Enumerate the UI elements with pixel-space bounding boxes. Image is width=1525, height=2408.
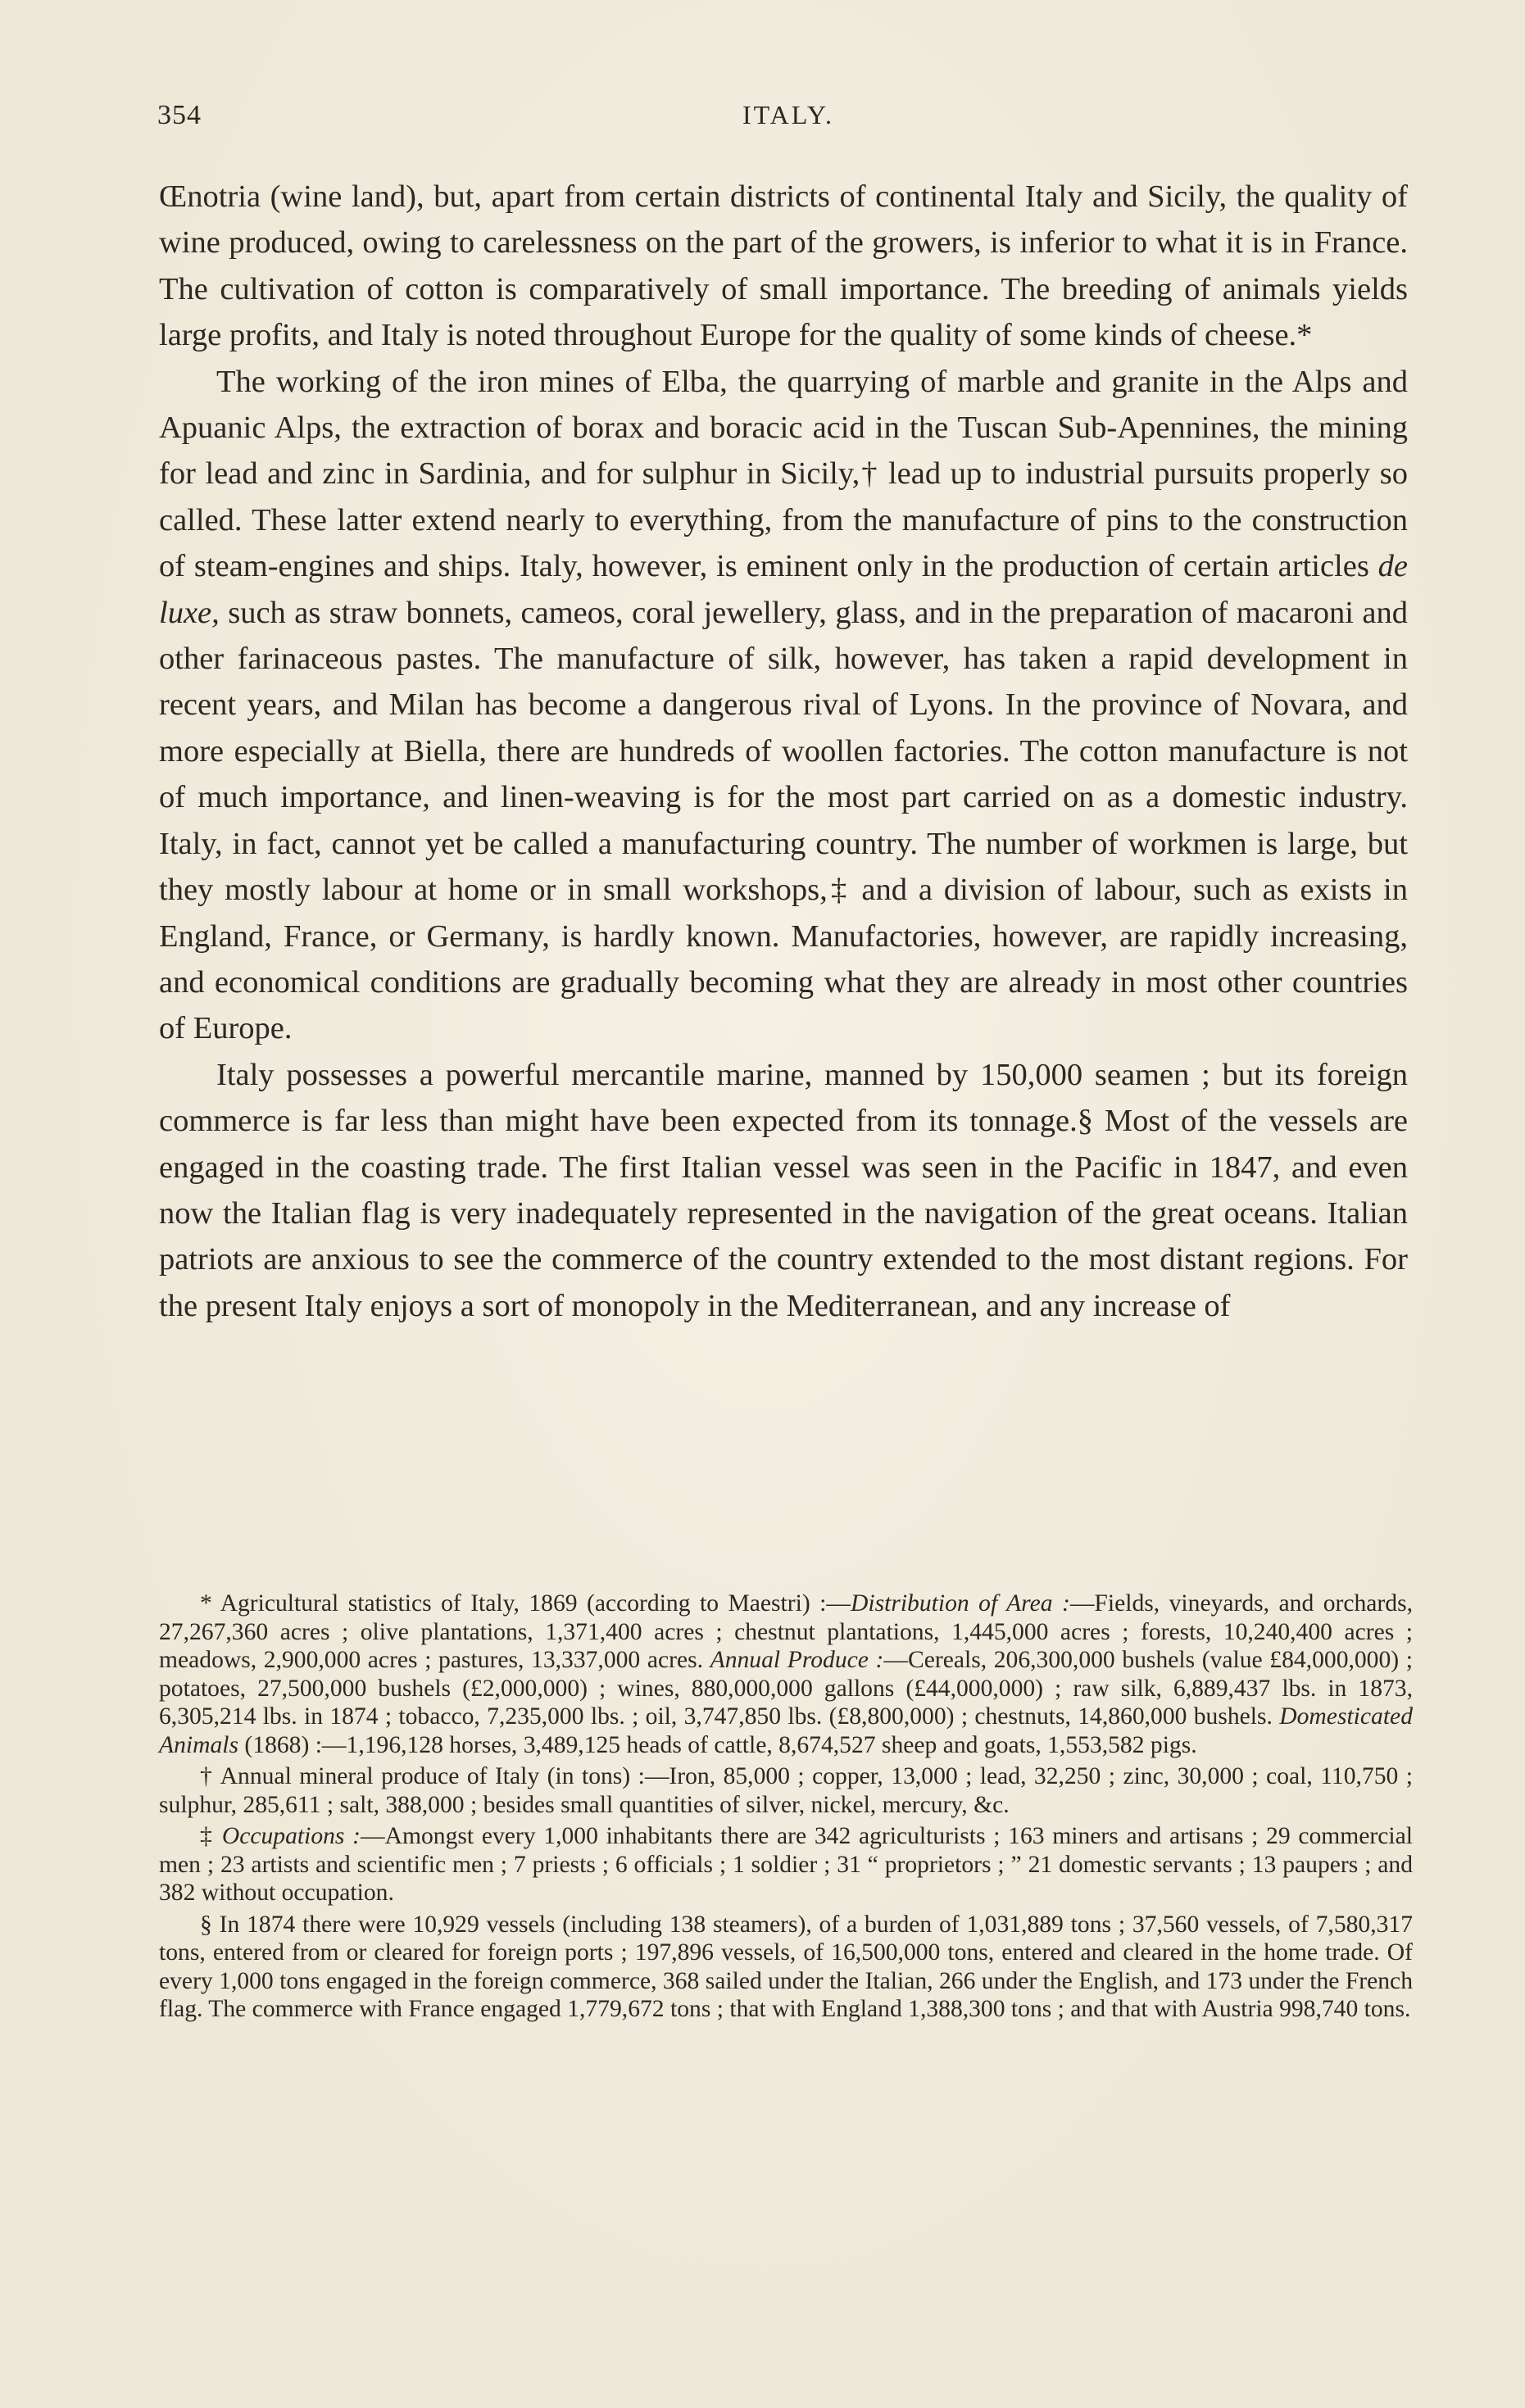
footnote-1-text-d: (1868) :—1,196,128 horses, 3,489,125 heads of cattle, 8,674,527 sheep and goats, 1,553,582 pigs.: [238, 1731, 1197, 1758]
footnote-1-text-b: —Fields, vineyards, and orchards, 27,267,360 acres ; olive plantations, 1,371,400 acres ; chestnut plantations, 1,445,000 acres ; forests, 10,240,400 acres ; meadows, 2,900,000 acres ; pastures, 13,337,000 acres.: [159, 1590, 1413, 1673]
paragraph-2: [159, 359, 1408, 1052]
footnote-1-text-c: —Cereals, 206,300,000 bushels (value £84,000,000) ; potatoes, 27,500,000 bushels (£2,000,000) ; wines, 880,000,000 gallons (£44,000,000) ; raw silk, 6,889,437 lbs. in 1873, 6,305,214 lbs. in 1874 ; tobacco, 7,235,000 lbs. ; oil, 3,747,850 lbs. (£8,800,000) ; chestnuts, 14,860,000 bushels.: [159, 1647, 1413, 1730]
paragraph-2-italic: de luxe,: [159, 549, 1408, 630]
paragraph-2-text-a: The working of the iron mines of Elba, the quarrying of marble and granite in the Alps and Apuanic Alps, the extraction of borax and boracic acid in the Tuscan Sub-Apennines, the mining for lead and zinc in Sardinia, and for sulphur in Sicily,† lead up to industrial pursuits properly so called. These latter extend nearly to everything, from the manufacture of pins to the construction of steam-engines and ships. Italy, however, is eminent only in the production of certain articles: [159, 364, 1408, 584]
footnotes: [159, 1589, 1413, 2027]
footnote-agriculture: [159, 1589, 1413, 1759]
running-head: ITALY.: [742, 100, 835, 129]
page-header: [157, 100, 1419, 141]
paragraph-1: Œnotria (wine land), but, apart from certain districts of continental Italy and Sicily, the quality of wine produced, owing to carelessness on the part of the growers, is inferior to what it is in France. The cultivation of cotton is comparatively of small importance. The breeding of animals yields large profits, and Italy is noted throughout Europe for the quality of some kinds of cheese.*: [159, 179, 1408, 353]
footnote-minerals: † Annual mineral produce of Italy (in tons) :—Iron, 85,000 ; copper, 13,000 ; lead, 32,250 ; zinc, 30,000 ; coal, 110,750 ; sulphur, 285,611 ; salt, 388,000 ; besides small quantities of silver, nickel, mercury, &c.: [159, 1763, 1413, 1818]
paragraph-2-text-b: such as straw bonnets, cameos, coral jewellery, glass, and in the preparation of macaroni and other farinaceous pastes. The manufacture of silk, however, has taken a rapid development in recent years, and Milan has become a dangerous rival of Lyons. In the province of Novara, and more especially at Biella, there are hundreds of woollen factories. The cotton manufacture is not of much importance, and linen-weaving is for the most part carried on as a domestic industry. Italy, in fact, cannot yet be called a manufacturing country. The number of workmen is large, but they mostly labour at home or in small workshops,‡ and a division of labour, such as exists in England, France, or Germany, is hardly known. Manufactories, however, are rapidly increasing, and economical conditions are gradually becoming what they are already in most other countries of Europe.: [159, 595, 1408, 1046]
page-number: 354: [157, 100, 202, 130]
footnote-1-italic-2: Annual Produce :: [710, 1647, 884, 1673]
footnote-1-text-a: * Agricultural statistics of Italy, 1869 (according to Maestri) :—: [200, 1590, 851, 1617]
footnote-1-italic-3: Domesticated Animals: [159, 1703, 1413, 1758]
paragraph-3: Italy possesses a powerful mercantile marine, manned by 150,000 seamen ; but its foreign commerce is far less than might have been expected from its tonnage.§ Most of the vessels are engaged in the coasting trade. The first Italian vessel was seen in the Pacific in 1847, and even now the Italian flag is very inadequately represented in the navigation of the great oceans. Italian patriots are anxious to see the commerce of the country extended to the most distant regions. For the present Italy enjoys a sort of monopoly in the Mediterranean, and any increase of: [159, 1057, 1408, 1323]
footnote-3-italic: Occupations :: [221, 1823, 361, 1849]
main-text: [159, 174, 1408, 1329]
footnote-shipping: § In 1874 there were 10,929 vessels (including 138 steamers), of a burden of 1,031,889 tons ; 37,560 vessels, of 7,580,317 tons, entered from or cleared for foreign ports ; 197,896 vessels, of 16,500,000 tons, entered and cleared in the home trade. Of every 1,000 tons engaged in the foreign commerce, 368 sailed under the Italian, 266 under the English, and 173 under the French flag. The commerce with France engaged 1,779,672 tons ; that with England 1,388,300 tons ; and that with Austria 998,740 tons.: [159, 1911, 1413, 2022]
footnote-occupations: [159, 1822, 1413, 1907]
footnote-3-mark: ‡: [200, 1823, 222, 1849]
footnote-1-italic-1: Distribution of Area :: [850, 1590, 1070, 1617]
footnote-3-text: —Amongst every 1,000 inhabitants there are 342 agriculturists ; 163 miners and artisans ; 29 commercial men ; 23 artists and scientific men ; 7 priests ; 6 officials ; 1 soldier ; 31 “ proprietors ; ” 21 domestic servants ; 13 paupers ; and 382 without occupation.: [159, 1823, 1414, 1906]
